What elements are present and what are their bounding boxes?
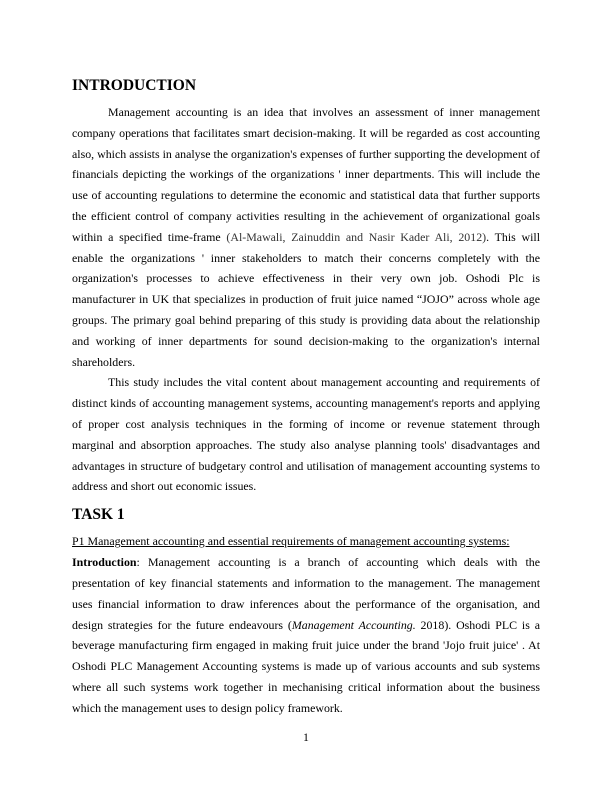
task1-subheading: P1 Management accounting and essential requirements of management accounting systems:: [72, 534, 510, 549]
introduction-paragraph-2: This study includes the vital content about management accounting and requirements of distinct kinds of accounting management systems, accounting management's reports and applying of proper cost analysis techniques in the forming of income or revenue statement through marginal and absorption approaches. The study also analyse planning tools' disadvantages and advantages in structure of budgetary control and utilisation of management accounting systems to address and short out economic issues.: [72, 375, 540, 494]
task1-intro-label: Introduction: [72, 555, 137, 570]
task1-intro-text-b: ). Oshodi PLC is a beverage manufacturing firm engaged in making fruit juice under the brand 'Jojo fruit juice' . At Oshodi PLC Management Accounting systems is made up of various accounts and sub systems where all such systems work together in mechanising critical information about the business which the management uses to design policy framework.: [72, 617, 540, 715]
citation-management-accounting-title: Management Accounting.: [291, 617, 416, 632]
task1-intro-text-a: : Management accounting is a branch of accounting which deals with the presentation of key financial statements and information to the management. The management uses financial information to draw inferences about the performance of the organisation, and design strategies for the future endeavours (: [72, 555, 540, 632]
introduction-heading: INTRODUCTION: [72, 77, 197, 94]
citation-management-accounting-year: 2018: [415, 617, 445, 632]
introduction-para1-text-a: Management accounting is an idea that involves an assessment of inner management company operations that facilitates smart decision-making. It will be regarded as cost accounting also, which assists in analyse the organization's expenses of further supporting the development of financials depicting the workings of the organizations ' inner departments. This will include the use of accounting regulations to determine the economic and statistical data that further supports the efficient control of company activities resulting in the achievement of organizational goals within a specified time-frame: [72, 105, 540, 244]
task1-heading: TASK 1: [72, 506, 125, 524]
task1-introduction-paragraph: [72, 552, 540, 718]
citation-al-mawali: (Al-Mawali, Zainuddin and Nasir Kader Ali, 2012): [226, 229, 487, 244]
page-content: [72, 76, 540, 719]
introduction-paragraph-1: [72, 102, 540, 372]
page-number: 1: [303, 730, 309, 744]
introduction-para1-text-b: . This will enable the organizations ' inner stakeholders to match their concerns completely with the organization's processes to achieve effectiveness in their very own job. Oshodi Plc is manufacturer in UK that specializes in production of fruit juice named “JOJO” across whole age groups. The primary goal behind preparing of this study is providing data about the relationship and working of inner departments for sound decision-making to the organization's internal shareholders.: [72, 229, 541, 369]
